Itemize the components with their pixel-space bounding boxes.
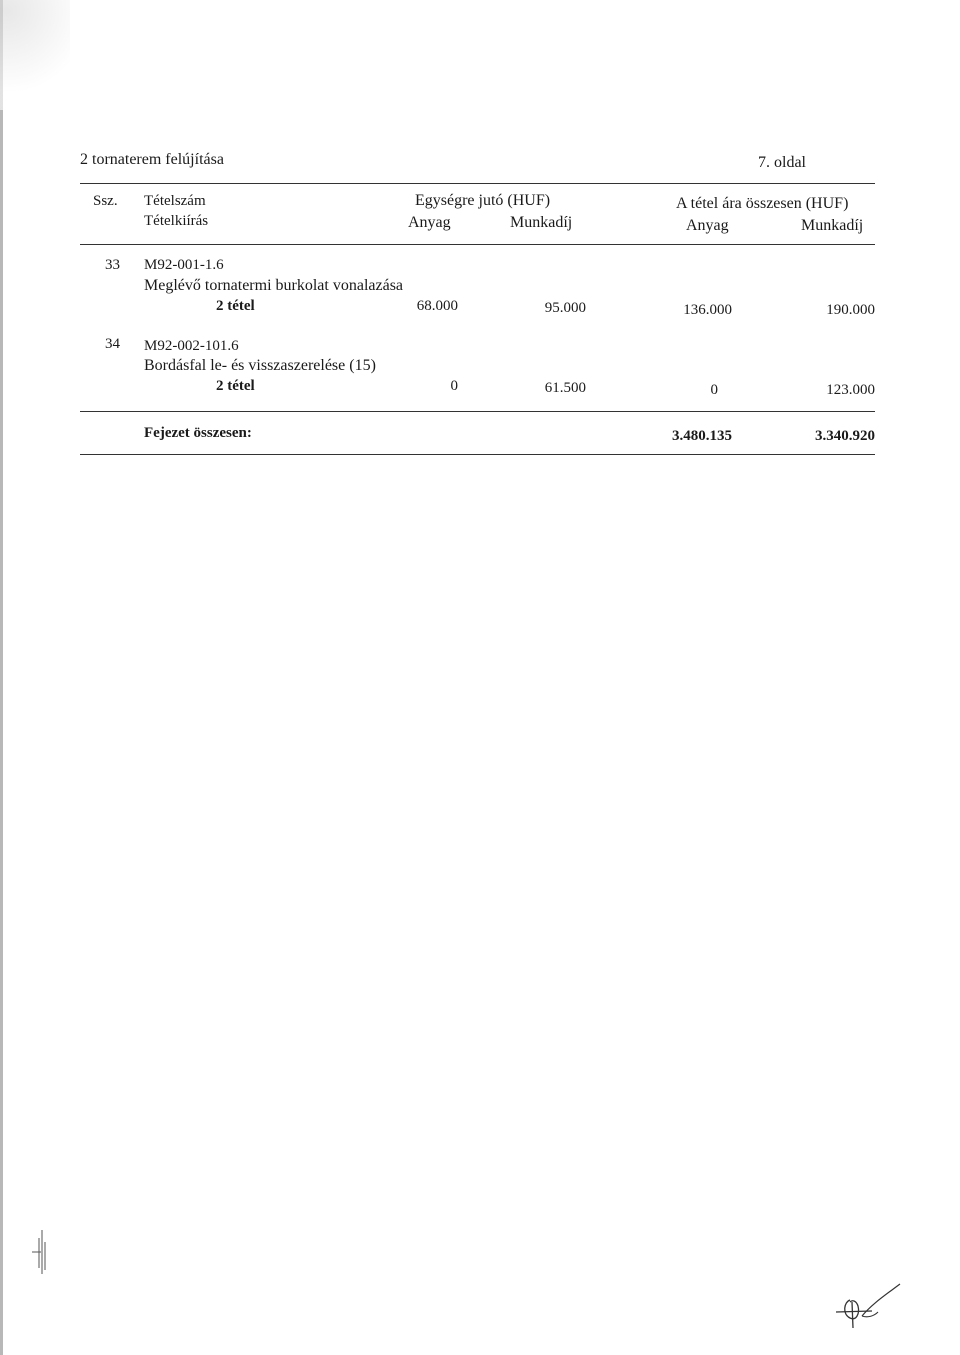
summary-label: Fejezet összesen: <box>144 425 252 441</box>
page-number: 7. oldal <box>758 154 806 171</box>
col-tetelkiiras: Tételkiírás <box>144 213 209 229</box>
item-ssz: 33 <box>105 257 120 273</box>
col-unit-anyag: Anyag <box>408 214 451 231</box>
col-total-group: A tétel ára összesen (HUF) <box>676 195 849 212</box>
item-description: Meglévő tornatermi burkolat vonalazása <box>144 277 404 294</box>
item-unit-anyag: 68.000 <box>416 298 458 314</box>
binding-mark <box>30 1228 54 1276</box>
page-title: 2 tornaterem felújítása <box>80 151 224 168</box>
scan-edge <box>0 0 3 1355</box>
item-unit-munkadij: 95.000 <box>544 300 586 316</box>
col-tetelszam: Tételszám <box>144 193 206 209</box>
item-code: M92-001-1.6 <box>144 257 224 273</box>
summary-rule-top <box>80 411 875 412</box>
col-total-munkadij: Munkadíj <box>801 217 864 234</box>
item-ssz: 34 <box>105 336 120 352</box>
item-total-munkadij: 190.000 <box>826 302 875 318</box>
summary-total-munkadij: 3.340.920 <box>815 428 875 444</box>
header-rule-bottom <box>80 244 875 245</box>
item-total-munkadij: 123.000 <box>826 382 875 398</box>
col-unit-munkadij: Munkadíj <box>510 214 573 231</box>
item-quantity: 2 tétel <box>216 378 255 394</box>
header-rule-top <box>80 183 875 184</box>
col-total-anyag: Anyag <box>686 217 729 234</box>
item-quantity: 2 tétel <box>216 298 255 314</box>
signature-mark <box>832 1278 904 1334</box>
item-total-anyag: 136.000 <box>683 302 732 318</box>
item-total-anyag: 0 <box>710 382 718 398</box>
scan-shadow <box>0 0 70 110</box>
item-code: M92-002-101.6 <box>144 338 239 354</box>
item-description: Bordásfal le- és visszaszerelése (15) <box>144 357 376 374</box>
col-ssz: Ssz. <box>93 193 118 209</box>
item-unit-munkadij: 61.500 <box>544 380 586 396</box>
summary-rule-bottom <box>80 454 875 455</box>
summary-total-anyag: 3.480.135 <box>672 428 732 444</box>
item-unit-anyag: 0 <box>450 378 458 394</box>
col-unit-group: Egységre jutó (HUF) <box>415 192 551 209</box>
